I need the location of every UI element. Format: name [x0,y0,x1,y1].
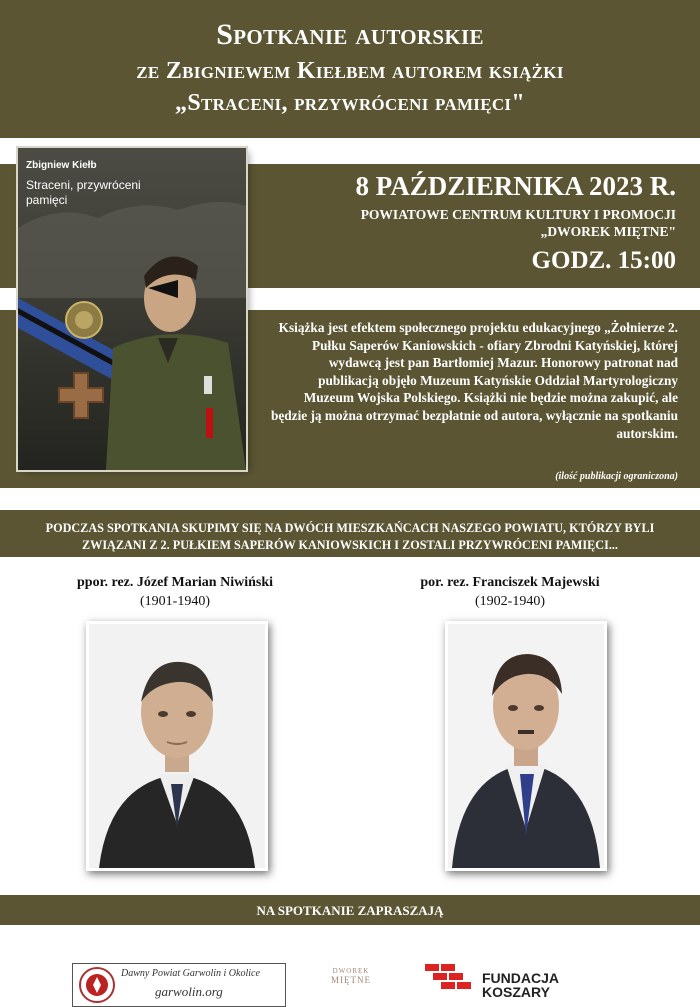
logo-fundacja-line2: KOSZARY [482,984,550,1000]
header-line3: „Straceni, przywróceni pamięci" [175,90,525,116]
book-title: Straceni, przywróceni pamięci [26,178,141,207]
description-text: Książka jest efektem społecznego projektu edukacyjnego „Żołnierze 2. Pułku Saperów Kaniowskich - ofiary Zbrodni Katyńskiej, której wydawcą jest pan Bartłomiej Mazur. Honorowy patronat nad publikacją objęło Muzeum Katyńskie Oddział Martyrologiczny Muzeum Wojska Polskiego. Książki nie będzie można zakupić, ale będzie ją można otrzymać bezpłatnie od autora, wyłącznie na spotkaniu autorskim. [270,320,678,441]
event-time: GODZ. 15:00 [531,247,676,274]
logo-garwolin [72,963,286,1007]
event-date: 8 PAŹDZIERNIKA 2023 R. [355,171,676,201]
invite-text: NA SPOTKANIE ZAPRASZAJĄ [256,903,444,918]
person-1-photo [86,621,268,871]
fundacja-koszary-icon [425,960,477,1000]
logo-garwolin-line1: Dawny Powiat Garwolin i Okolice [121,968,260,979]
strip-text: PODCZAS SPOTKANIA SKUPIMY SIĘ NA DWÓCH MIESZKAŃCACH NASZEGO POWIATU, KTÓRZY BYLI ZWIĄZANI Z 2. PUŁKIEM SAPERÓW KANIOWSKICH I ZOSTALI PRZYWRÓCENI PAMIĘCI... [45,521,655,552]
logo-garwolin-line2: garwolin.org [155,984,223,999]
book-author: Zbigniew Kiełb [26,160,97,171]
header-line1: Spotkanie autorskie [216,18,484,51]
person-2-name: por. rez. Franciszek Majewski [420,575,600,590]
header-line2: ze Zbigniewem Kiełbem autorem książki [136,58,564,84]
book-cover [16,146,248,472]
event-venue-line1: POWIATOWE CENTRUM KULTURY I PROMOCJI [360,207,676,222]
logo-dworek-bottom: MIĘTNE [331,975,371,985]
garwolin-emblem-icon [77,965,117,1005]
person-2-years: (1902-1940) [475,594,545,609]
person-2-photo [445,621,607,871]
event-venue-line2: „DWOREK MIĘTNE" [540,224,676,239]
person-1-years: (1901-1940) [140,594,210,609]
person-2-portrait [448,624,604,868]
logo-fundacja-line1: FUNDACJA [482,970,559,986]
logo-dworek-top: DWOREK [332,967,370,975]
description-note: (ilość publikacji ograniczona) [555,471,678,482]
event-venue [361,206,676,240]
person-1-name: ppor. rez. Józef Marian Niwiński [77,575,273,590]
person-1-portrait [89,624,265,868]
logo-dworek [316,960,386,990]
